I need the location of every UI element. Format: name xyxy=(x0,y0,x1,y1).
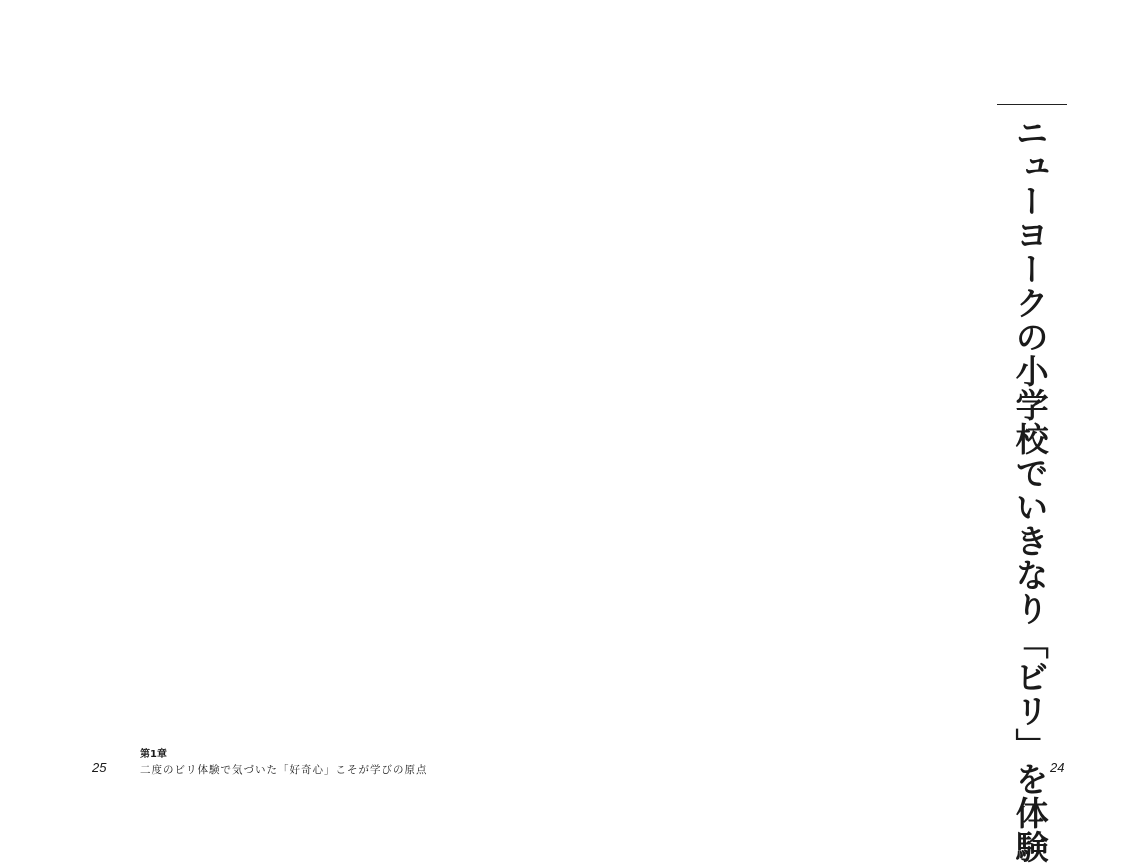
running-title: 二度のビリ体験で気づいた「好奇心」こそが学びの原点 xyxy=(140,764,428,776)
title-rule xyxy=(997,104,1067,105)
chapter-label: 第1章 xyxy=(140,749,167,760)
left-page xyxy=(0,0,574,809)
running-head xyxy=(140,748,428,778)
right-page xyxy=(574,0,1148,809)
section-title: ニューヨークの小学校でいきなり「ビリ」を体験 xyxy=(1010,116,1050,864)
page-number-right: 24 xyxy=(1050,760,1065,775)
page-number-left: 25 xyxy=(92,760,107,775)
